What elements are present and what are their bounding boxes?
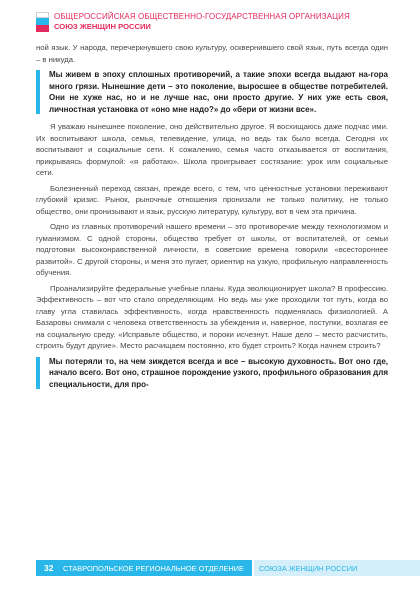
- pull-quote-text: Мы живем в эпоху сплошных противоречий, а такие эпохи всегда выдают на-гора много грязи. Нынешние дети – это поколение, выросшее в обществе потребителей. Они не хуже нас, но и не лучше нас, они просто другие. У них уже есть своя, личностная установка от «оно мне надо?» до «бери от жизни все».: [49, 70, 388, 114]
- page-footer: [0, 560, 420, 576]
- paragraph-continued: ной язык. У народа, перечеркнувшего свою культуру, осквернившего свой язык, путь всегда один – в никуда.: [36, 43, 388, 64]
- quote-accent-bar: [36, 357, 40, 390]
- pull-quote-1: [36, 69, 388, 115]
- paragraph: Болезненный переход связан, прежде всего, с тем, что ценностные установки переживают глубокий кризис. Рынок, рыночные отношения пронизали не только политику, не только общество, они пронизывают и язык, русскую литературу, культуру, вот в чем эта причина.: [36, 183, 388, 216]
- header-organization-name: СОЮЗ ЖЕНЩИН РОССИИ: [54, 22, 151, 31]
- paragraph: Проанализируйте федеральные учебные планы. Куда эволюционирует школа? В профессию. Эффективность – вот что стало определяющим. Но ведь мы уже проходили тот путь, когда во главу угла ставилась эффективность, когда нравственность подменялась физиологией. А Базаровы снимали с человека ответственность за убеждения и, наверное, поступки, возлагая ее на социальную среду. «Исправьте общество, и пороки исчезнут. Наше дело – место расчистить, строить будут другие». Место расчищаем постоянно, кто будет строить? Когда начнем строить?: [36, 283, 388, 350]
- footer-regional-branch: СТАВРОПОЛЬСКОЕ РЕГИОНАЛЬНОЕ ОТДЕЛЕНИЕ: [63, 564, 244, 573]
- footer-union-name: СОЮЗА ЖЕНЩИН РОССИИ: [259, 564, 358, 573]
- flag-stripe-red: [36, 25, 49, 32]
- flag-stripe-blue: [36, 18, 49, 25]
- header-organization-type: ОБЩЕРОССИЙСКАЯ ОБЩЕСТВЕННО-ГОСУДАРСТВЕННАЯ ОРГАНИЗАЦИЯ: [54, 12, 350, 21]
- quote-accent-bar: [36, 70, 40, 114]
- page-header: [36, 10, 420, 32]
- pull-quote-text: Мы потеряли то, на чем зиждется всегда и все – высокую духовность. Вот оно где, начало всего. Вот оно, страшное порождение узкого, профильного образования для специальности, для про-: [49, 356, 388, 389]
- paragraph: Одно из главных противоречий нашего времени – это противоречие между технологизмом и гуманизмом. С одной стороны, общество требует от школы, от воспитателей, от семьи подготовки высоконравственной личности, в советские времена говорили «всестороннее развитой». С другой стороны, и меня это пугает, ориентир на узкую, профильную направленность обучения.: [36, 222, 388, 277]
- pull-quote-2: [36, 356, 388, 391]
- article-body: [36, 42, 388, 396]
- page-number: 32: [44, 563, 54, 573]
- paragraph: Я уважаю нынешнее поколение, оно действительно другое. Я восхищаюсь даже подчас ими. Их воспитывают школа, семья, телевидение, улица, но ведь так было всегда. Сегодня их воспитывают и социальные сети. К сожалению, семья часто отказывается от воспитания, прикрываясь формулой: «я работаю». Школа проигрывает состязание: урок или социальные сети.: [36, 122, 388, 177]
- russian-flag-logo: [36, 12, 49, 32]
